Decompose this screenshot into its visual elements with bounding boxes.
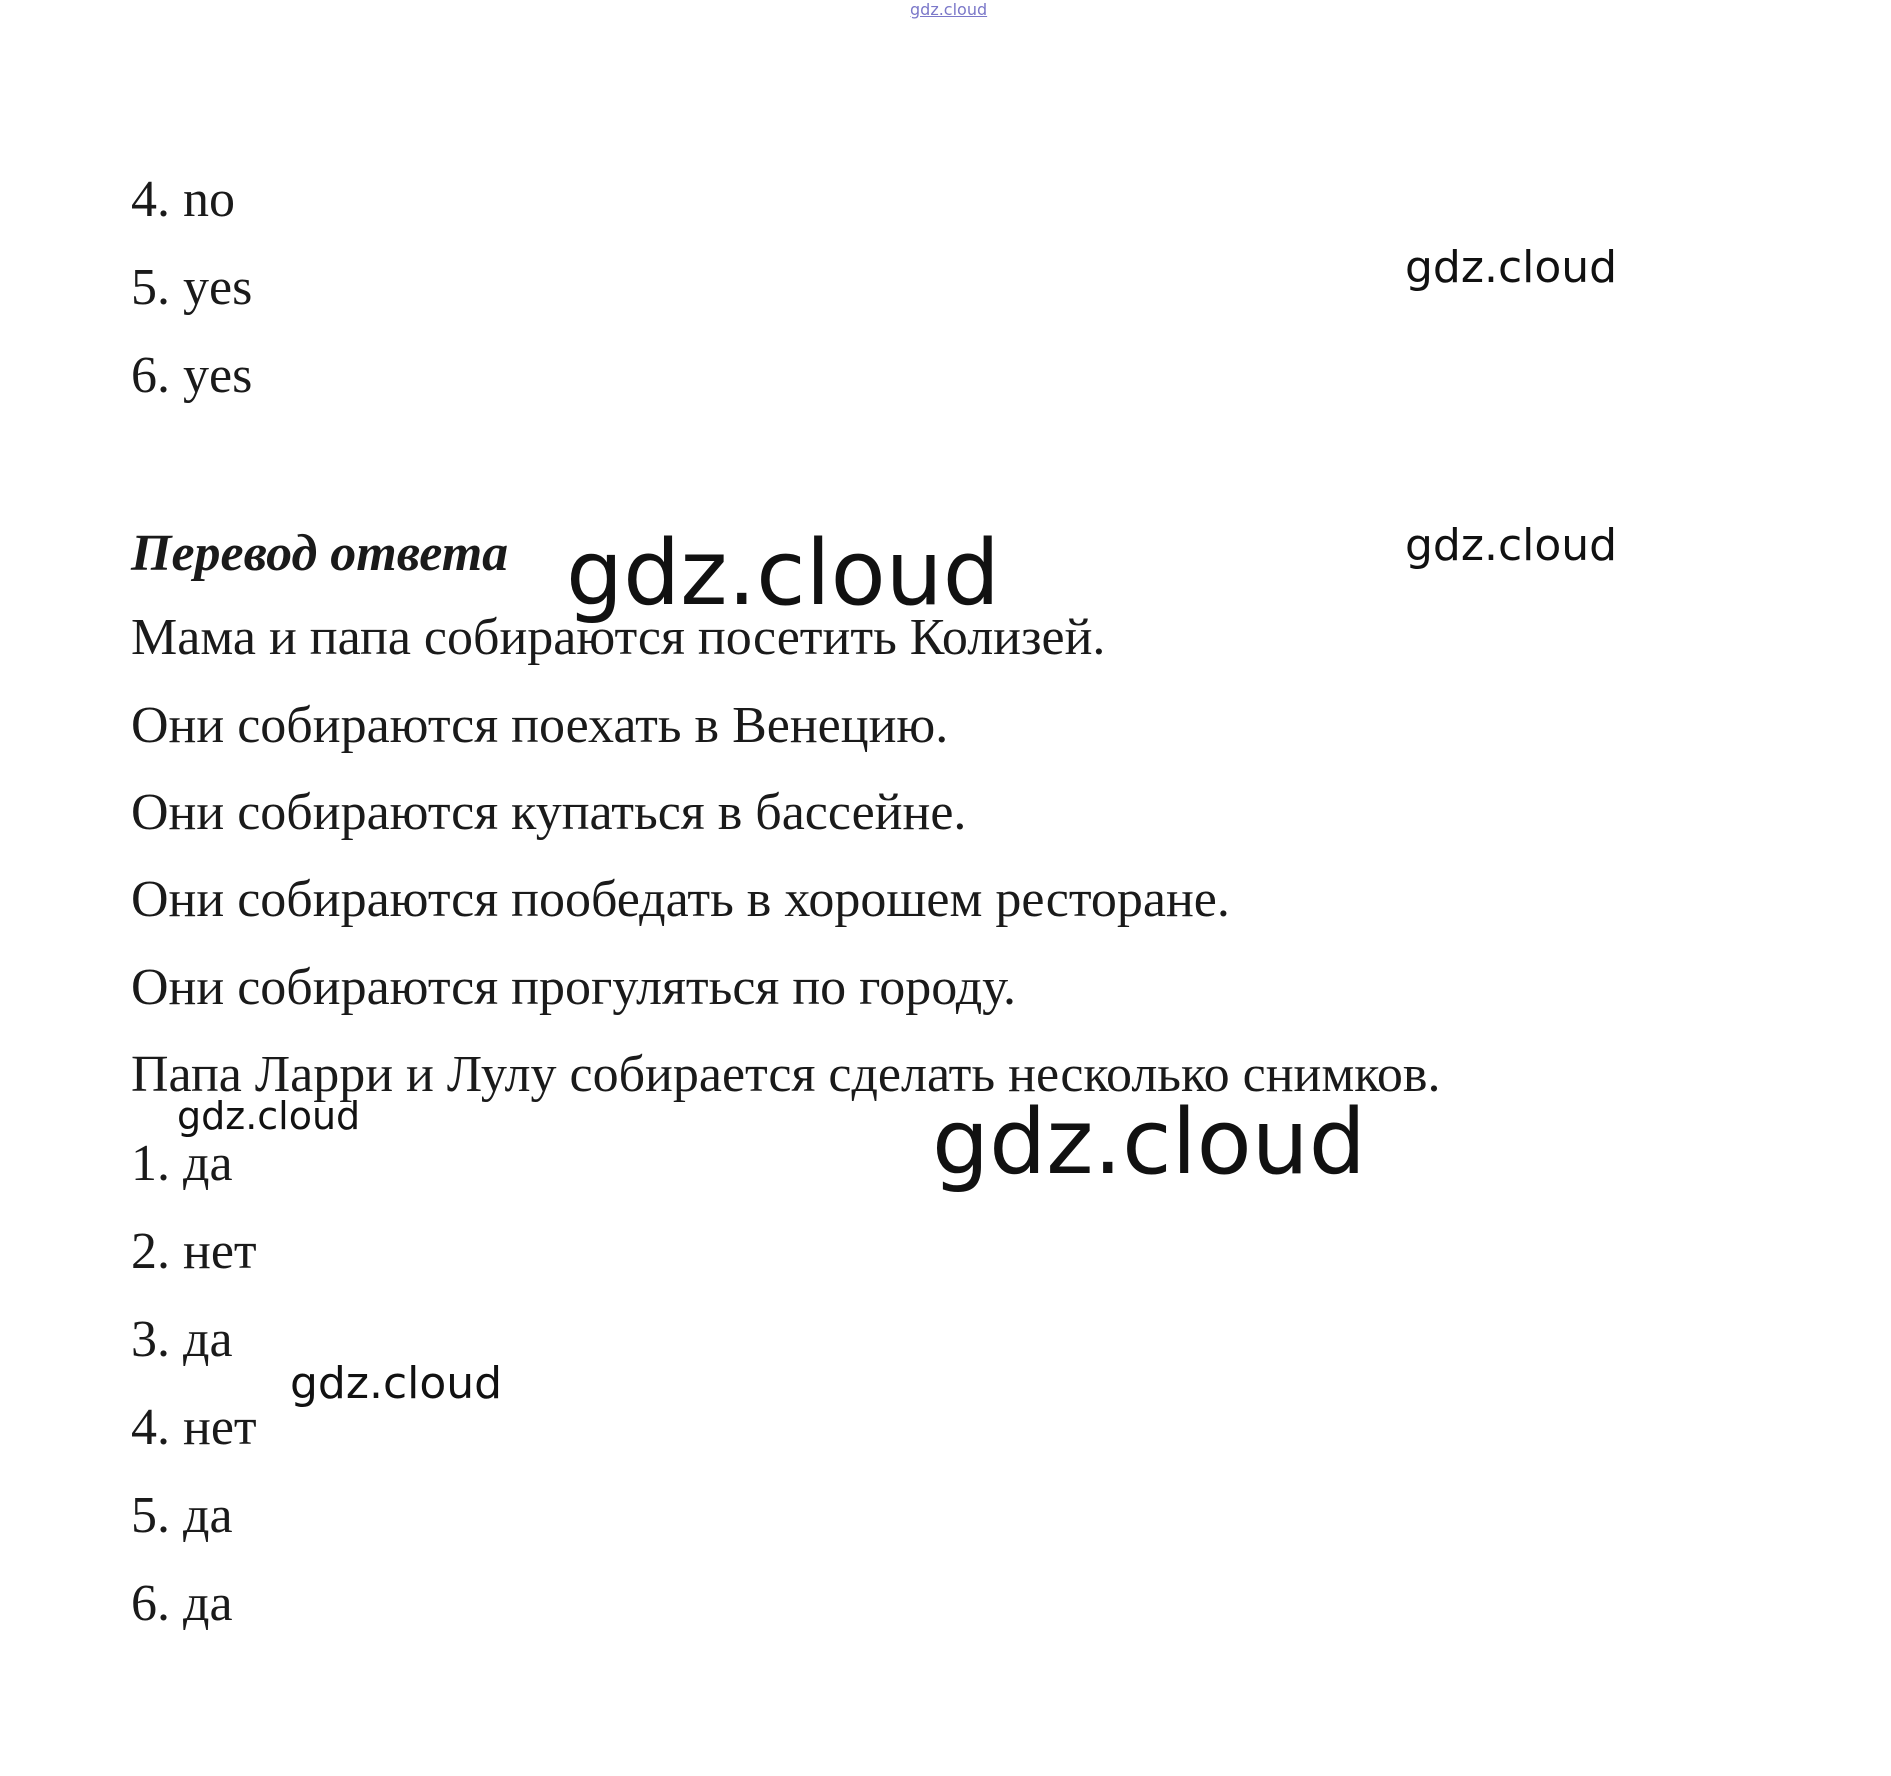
answer-ru-4: 4. нет [131,1399,257,1456]
answer-ru-5: 5. да [131,1487,233,1544]
answer-en-5: 5. yes [131,259,253,316]
translation-line-5: Они собираются прогуляться по городу. [131,959,1016,1016]
watermark-left: gdz.cloud [177,1094,361,1138]
translation-line-3: Они собираются купаться в бассейне. [131,784,967,841]
answer-en-6: 6. yes [131,347,253,404]
watermark-top[interactable]: gdz.cloud [910,0,988,19]
watermark-right-1: gdz.cloud [1405,242,1618,293]
watermark-lower: gdz.cloud [290,1358,503,1409]
answer-ru-6: 6. да [131,1575,233,1632]
translation-heading: Перевод ответа [131,525,509,582]
answer-en-4: 4. no [131,171,235,228]
translation-line-1: Мама и папа собираются посетить Колизей. [131,609,1106,666]
watermark-center-1: gdz.cloud [566,521,1000,626]
translation-line-2: Они собираются поехать в Венецию. [131,697,949,754]
answer-ru-1: 1. да [131,1135,233,1192]
answer-ru-2: 2. нет [131,1223,257,1280]
translation-line-4: Они собираются пообедать в хорошем ресторане. [131,871,1230,928]
watermark-right-2: gdz.cloud [1405,520,1618,571]
answer-ru-3: 3. да [131,1311,233,1368]
translation-line-6: Папа Ларри и Лулу собирается сделать несколько снимков. [131,1046,1441,1103]
watermark-center-2: gdz.cloud [932,1090,1366,1195]
